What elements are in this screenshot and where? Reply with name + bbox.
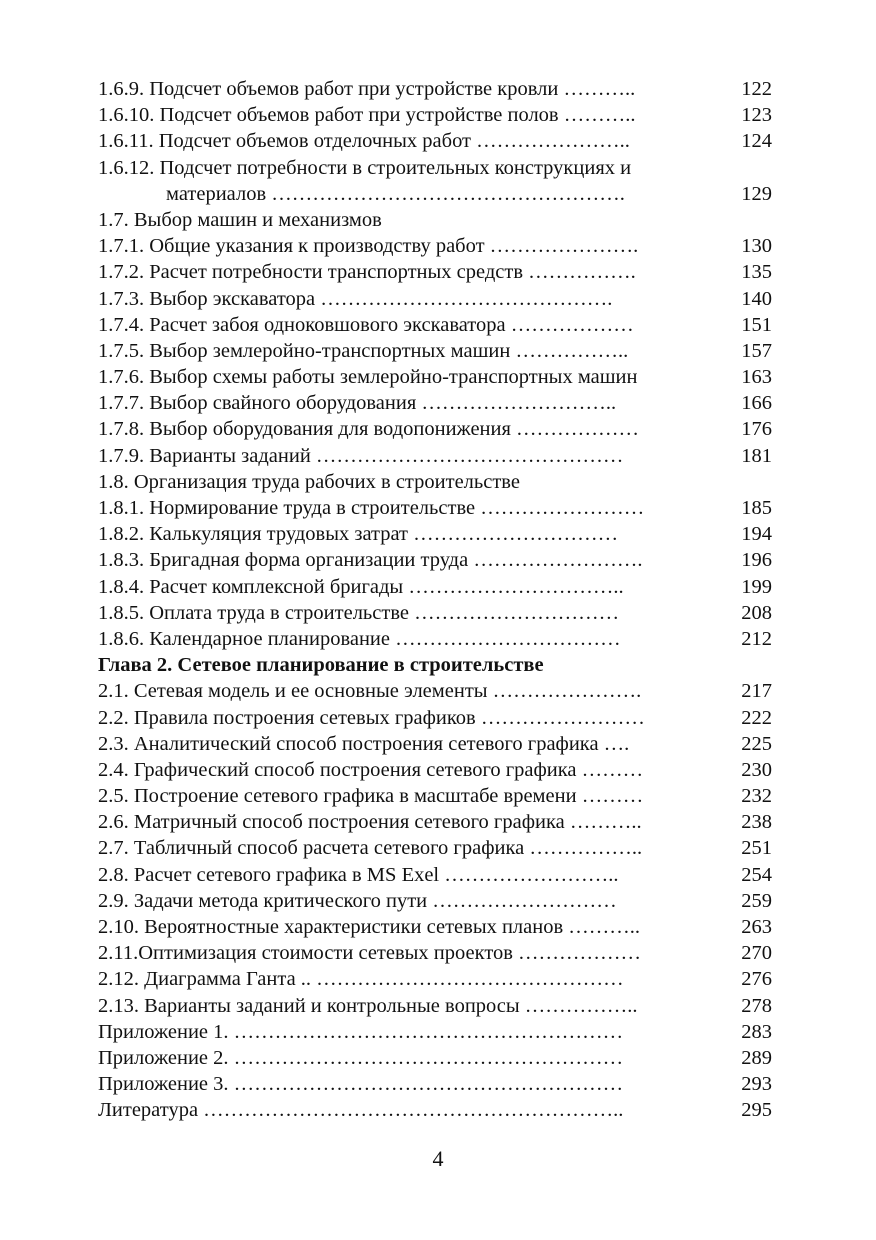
toc-entry-title: 2.11.Оптимизация стоимости сетевых проектов ………………: [98, 942, 642, 965]
toc-entry-title: 1.6.10. Подсчет объемов работ при устройстве полов ………..: [98, 104, 636, 127]
toc-entry-page: 140: [741, 287, 772, 310]
toc-entry-page: 276: [741, 968, 772, 991]
toc-entry-title: 1.7.3. Выбор экскаватора …………………………………….: [98, 287, 613, 310]
toc-entry-page: 295: [741, 1099, 772, 1122]
toc-entry-page: 185: [741, 497, 772, 519]
toc-entry-title: 1.6.9. Подсчет объемов работ при устройстве кровли ………..: [98, 78, 636, 100]
toc-entry-title: 1.8.3. Бригадная форма организации труда …………………….: [98, 549, 643, 572]
toc-entry-page: 176: [741, 418, 772, 441]
toc-entry-page: 196: [741, 549, 772, 572]
toc-entry-title: 1.8.1. Нормирование труда в строительстве ……………………: [98, 497, 645, 519]
toc-entry-title: 2.2. Правила построения сетевых графиков ……………………: [98, 706, 645, 729]
toc-entry-title: 1.7.2. Расчет потребности транспортных средств …………….: [98, 261, 636, 284]
toc-entry-page: 225: [741, 732, 772, 755]
toc-entry-title: 1.8. Организация труда рабочих в строительстве: [98, 470, 520, 493]
toc-entry: [98, 705, 778, 731]
toc-entry: [98, 1019, 778, 1045]
toc-entry-title: 2.5. Построение сетевого графика в масштабе времени ………: [98, 785, 644, 808]
toc-entry-title: 1.7.9. Варианты заданий ………………………………………: [98, 444, 624, 467]
toc-entry-title: Приложение 3. …………………………………………………: [98, 1073, 624, 1096]
toc-entry-title: 1.8.2. Калькуляция трудовых затрат …………………………: [98, 523, 619, 546]
toc-entry-title: Глава 2. Сетевое планирование в строительстве: [98, 654, 544, 677]
toc-entry-page: 130: [741, 235, 772, 258]
toc-entry-title: 2.12. Диаграмма Ганта .. ………………………………………: [98, 968, 624, 991]
toc-entry: [98, 783, 778, 809]
toc-entry-title: 2.7. Табличный способ расчета сетевого графика ……………..: [98, 837, 643, 860]
toc-entry-page: 217: [741, 680, 772, 703]
toc-entry-title: 1.8.4. Расчет комплексной бригады …………………………..: [98, 575, 624, 598]
toc-entry-title: 1.7.4. Расчет забоя одноковшового экскаватора ………………: [98, 313, 634, 336]
toc-entry-page: 135: [741, 261, 772, 284]
toc-entry-page: 124: [741, 130, 772, 153]
toc-entry: [98, 809, 778, 835]
page-number: 4: [432, 1146, 444, 1171]
toc-entry: [98, 207, 778, 233]
toc-entry-title: 1.8.5. Оплата труда в строительстве …………………………: [98, 601, 620, 624]
toc-entry-page: 208: [741, 601, 772, 624]
toc-entry: [98, 469, 778, 495]
toc-entry-page: 181: [741, 444, 772, 467]
toc-entry: [98, 286, 778, 312]
toc-entry-title: 1.7.6. Выбор схемы работы землеройно-транспортных машин: [98, 366, 638, 389]
toc-entry-page: 263: [741, 916, 772, 938]
toc-entry-title: 1.7. Выбор машин и механизмов: [98, 208, 382, 231]
toc-entry: [98, 259, 778, 285]
toc-entry-title: 2.9. Задачи метода критического пути ………………………: [98, 889, 617, 912]
toc-entry: [98, 495, 778, 521]
toc-entry-title: 2.6. Матричный способ построения сетевого графика ………..: [98, 811, 642, 834]
toc-entry-page: 157: [741, 339, 772, 362]
toc-entry-page: 123: [741, 104, 772, 127]
toc-entry: [98, 652, 778, 678]
toc-entry-title: 1.7.5. Выбор землеройно-транспортных машин ……………..: [98, 339, 629, 362]
toc-entry-page: 232: [741, 785, 772, 808]
toc-entry: [98, 1097, 778, 1123]
toc-entry: [98, 155, 778, 181]
toc-entry: [98, 76, 778, 102]
toc-entry-title: 1.7.7. Выбор свайного оборудования ………………………..: [98, 392, 617, 415]
toc-entry: [98, 338, 778, 364]
toc-entry-title: 1.7.8. Выбор оборудования для водопонижения ………………: [98, 418, 640, 441]
toc-entry-page: 251: [741, 837, 772, 860]
toc-entry: [98, 862, 778, 888]
toc-entry-page: 230: [741, 758, 772, 781]
toc-entry-page: 163: [741, 366, 772, 389]
toc-entry: [98, 1071, 778, 1097]
toc-entry: [98, 443, 778, 469]
toc-entry-title: Приложение 2. …………………………………………………: [98, 1046, 624, 1069]
toc-entry: [98, 364, 778, 390]
toc-entry-page: 166: [741, 392, 772, 415]
toc-entry-title: 1.6.11. Подсчет объемов отделочных работ …………………..: [98, 130, 630, 153]
toc-entry: [98, 835, 778, 861]
toc-entry: [98, 914, 778, 940]
toc-entry-title: 1.7.1. Общие указания к производству работ ………………….: [98, 235, 639, 258]
toc-entry: [98, 757, 778, 783]
toc-entry: [98, 521, 778, 547]
toc-entry-page: 199: [741, 575, 772, 598]
toc-entry-title: материалов …………………………………………….: [166, 182, 625, 205]
toc-entry-page: 194: [741, 523, 772, 546]
toc-entry-page: 259: [741, 889, 772, 912]
toc-entry-page: 278: [741, 994, 772, 1017]
toc-entry: [98, 626, 778, 652]
table-of-contents: [98, 76, 778, 1124]
toc-entry-page: 129: [741, 182, 772, 205]
toc-entry: [98, 731, 778, 757]
toc-entry-title: 2.3. Аналитический способ построения сетевого графика ….: [98, 732, 630, 755]
toc-entry: [98, 966, 778, 992]
toc-entry-page: 122: [741, 78, 772, 100]
toc-entry-title: 1.6.12. Подсчет потребности в строительных конструкциях и: [98, 156, 632, 179]
toc-entry: [98, 547, 778, 573]
toc-entry: [98, 600, 778, 626]
toc-entry: [98, 888, 778, 914]
toc-entry-title: 1.8.6. Календарное планирование ……………………………: [98, 627, 621, 650]
toc-entry-title: 2.1. Сетевая модель и ее основные элементы ………………….: [98, 680, 642, 703]
toc-entry-page: 293: [741, 1073, 772, 1096]
toc-entry-page: 254: [741, 863, 772, 886]
toc-entry: [98, 574, 778, 600]
toc-entry-title: Приложение 1. …………………………………………………: [98, 1020, 624, 1043]
toc-entry: [98, 312, 778, 338]
toc-entry-page: 222: [741, 706, 772, 729]
toc-entry-title: 2.13. Варианты заданий и контрольные вопросы ……………..: [98, 994, 638, 1017]
toc-entry-page: 289: [741, 1046, 772, 1069]
toc-entry-page: 212: [741, 627, 772, 650]
toc-entry: [98, 181, 778, 207]
toc-entry-page: 270: [741, 942, 772, 965]
toc-entry: [98, 233, 778, 259]
toc-entry: [98, 390, 778, 416]
toc-entry-page: 151: [741, 313, 772, 336]
toc-entry: [98, 416, 778, 442]
toc-entry: [98, 128, 778, 154]
toc-entry-title: 2.4. Графический способ построения сетевого графика ………: [98, 758, 644, 781]
toc-entry-page: 238: [741, 811, 772, 834]
toc-entry: [98, 1045, 778, 1071]
toc-entry-title: 2.10. Вероятностные характеристики сетевых планов ………..: [98, 916, 641, 938]
toc-entry-page: 283: [741, 1020, 772, 1043]
toc-entry: [98, 678, 778, 704]
toc-entry: [98, 940, 778, 966]
toc-entry-title: 2.8. Расчет сетевого графика в MS Exel ……………………..: [98, 863, 619, 886]
toc-entry: [98, 993, 778, 1019]
toc-entry-title: Литература ……………………………………………………..: [98, 1099, 624, 1122]
toc-entry: [98, 102, 778, 128]
